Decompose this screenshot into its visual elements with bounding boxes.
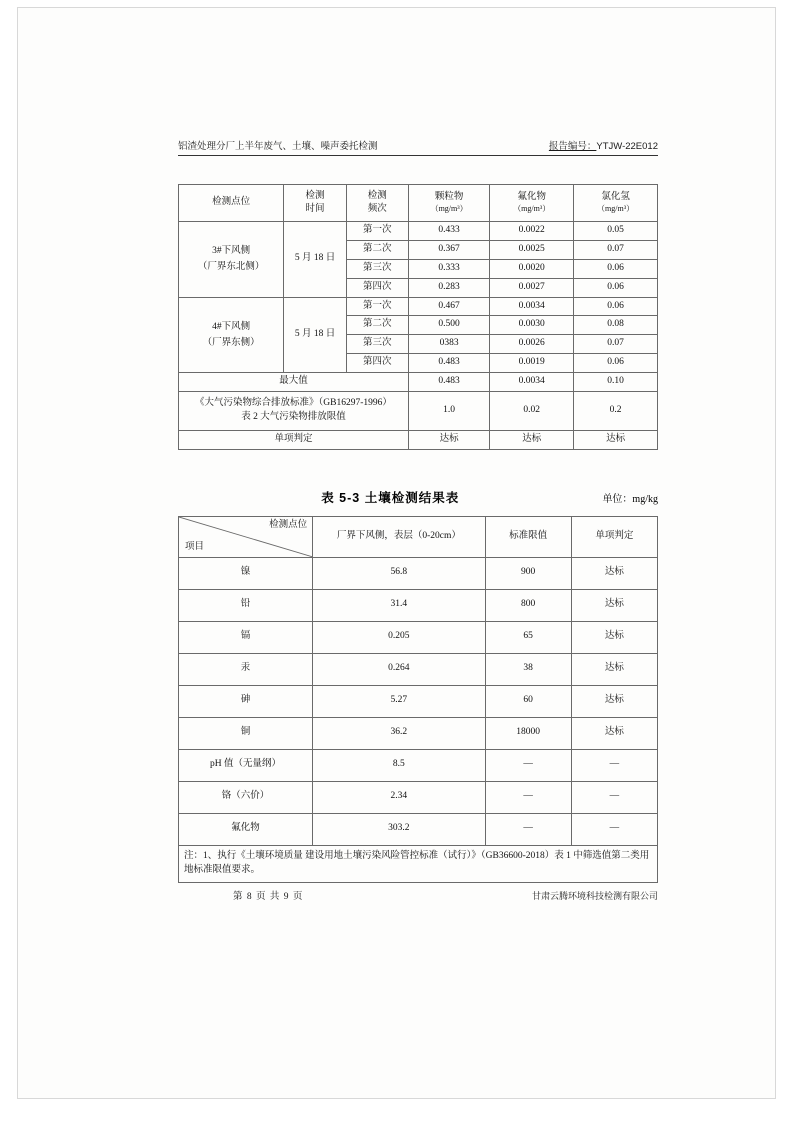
- limit-particulate: 1.0: [408, 391, 489, 430]
- value-hcl: 0.05: [574, 222, 658, 241]
- value-particulate: 0.433: [408, 222, 489, 241]
- value-hcl: 0.06: [574, 297, 658, 316]
- report-number-value: YTJW-22E012: [596, 141, 658, 152]
- judgement-particulate: 达标: [408, 430, 489, 449]
- soil-item-judge: —: [571, 749, 657, 781]
- point-cell-1: [179, 222, 284, 298]
- column-header-time: [284, 185, 346, 222]
- soil-column-limit: 标准限值: [485, 516, 571, 557]
- max-value-particulate: 0.483: [408, 373, 489, 392]
- value-fluoride: 0.0020: [490, 259, 574, 278]
- soil-item-value: 303.2: [313, 813, 485, 845]
- freq-cell: 第二次: [346, 240, 408, 259]
- column-header-hcl: [574, 185, 658, 222]
- standard-limit-row: [179, 391, 658, 430]
- soil-item-judge: 达标: [571, 717, 657, 749]
- document-body: [178, 138, 658, 883]
- report-number-label: 报告编号：: [548, 141, 597, 152]
- soil-item-name: 铜: [179, 717, 313, 749]
- soil-table-note: 注：1、执行《土壤环境质量 建设用地土壤污染风险管控标准（试行）》（GB36600-2018）表 1 中筛选值第二类用地标准限值要求。: [178, 846, 658, 883]
- max-value-label: 最大值: [179, 373, 409, 392]
- table-row: [179, 813, 658, 845]
- soil-item-judge: 达标: [571, 589, 657, 621]
- soil-item-name: 铅: [179, 589, 313, 621]
- value-hcl: 0.07: [574, 240, 658, 259]
- scanned-document: [18, 8, 775, 1098]
- soil-item-name: 氟化物: [179, 813, 313, 845]
- point-desc-2: （厂界东侧）: [202, 337, 260, 348]
- value-hcl: 0.08: [574, 316, 658, 335]
- table-row: [179, 749, 658, 781]
- soil-item-judge: 达标: [571, 557, 657, 589]
- soil-item-judge: 达标: [571, 621, 657, 653]
- soil-column-sample: 厂界下风侧，表层（0-20cm）: [313, 516, 485, 557]
- soil-item-value: 0.205: [313, 621, 485, 653]
- table-row: [179, 685, 658, 717]
- soil-item-judge: 达标: [571, 653, 657, 685]
- column-header-particulate-unit: （mg/m³）: [430, 204, 468, 214]
- soil-item-name: 镍: [179, 557, 313, 589]
- freq-cell: 第一次: [346, 222, 408, 241]
- judgement-row: [179, 430, 658, 449]
- freq-cell: 第三次: [346, 335, 408, 354]
- freq-cell: 第四次: [346, 278, 408, 297]
- freq-cell: 第三次: [346, 259, 408, 278]
- soil-item-limit: —: [485, 781, 571, 813]
- soil-item-value: 56.8: [313, 557, 485, 589]
- soil-table: [178, 516, 658, 846]
- column-header-point: 检测点位: [179, 185, 284, 222]
- document-footer: [178, 888, 658, 902]
- table-row: [179, 717, 658, 749]
- document-header: [178, 138, 658, 156]
- column-header-particulate-name: 颗粒物: [434, 192, 464, 203]
- column-header-freq-l1: 检测: [367, 191, 387, 202]
- soil-item-name: 镉: [179, 621, 313, 653]
- value-fluoride: 0.0019: [490, 354, 574, 373]
- judgement-label: 单项判定: [179, 430, 409, 449]
- organization-name: 甘肃云腾环境科技检测有限公司: [531, 891, 658, 901]
- soil-item-limit: 900: [485, 557, 571, 589]
- value-particulate: 0.483: [408, 354, 489, 373]
- soil-table-title: 表 5-3 土壤检测结果表: [321, 490, 460, 505]
- value-hcl: 0.06: [574, 354, 658, 373]
- soil-item-name: 砷: [179, 685, 313, 717]
- value-particulate: 0383: [408, 335, 489, 354]
- value-fluoride: 0.0030: [490, 316, 574, 335]
- max-value-fluoride: 0.0034: [490, 373, 574, 392]
- table-row: [179, 222, 658, 241]
- table-row: [179, 621, 658, 653]
- soil-item-judge: —: [571, 781, 657, 813]
- column-header-frequency: [346, 185, 408, 222]
- table-row: [179, 781, 658, 813]
- value-hcl: 0.06: [574, 259, 658, 278]
- value-fluoride: 0.0025: [490, 240, 574, 259]
- soil-item-limit: 18000: [485, 717, 571, 749]
- soil-item-value: 5.27: [313, 685, 485, 717]
- column-header-freq-l2: 频次: [367, 204, 387, 214]
- point-desc-1: （厂界东北侧）: [197, 262, 265, 273]
- max-value-row: [179, 373, 658, 392]
- soil-item-value: 36.2: [313, 717, 485, 749]
- table-row: [179, 589, 658, 621]
- value-hcl: 0.07: [574, 335, 658, 354]
- point-cell-2: [179, 297, 284, 373]
- soil-item-judge: —: [571, 813, 657, 845]
- column-header-hcl-name: 氯化氢: [601, 192, 630, 203]
- soil-table-unit: 单位：mg/kg: [602, 493, 658, 505]
- soil-item-name: 铬（六价）: [179, 781, 313, 813]
- value-particulate: 0.283: [408, 278, 489, 297]
- point-name-2: 4#下风侧: [212, 321, 251, 332]
- soil-item-name: 汞: [179, 653, 313, 685]
- soil-column-judge: 单项判定: [571, 516, 657, 557]
- table-row: [179, 297, 658, 316]
- value-fluoride: 0.0026: [490, 335, 574, 354]
- table-row: [179, 653, 658, 685]
- corner-top-label: 检测点位: [269, 519, 308, 530]
- soil-item-judge: 达标: [571, 685, 657, 717]
- soil-item-limit: —: [485, 749, 571, 781]
- limit-hcl: 0.2: [574, 391, 658, 430]
- header-title: 铝渣处理分厂上半年废气、土壤、噪声委托检测: [178, 141, 378, 152]
- standard-name: 《大气污染物综合排放标准》（GB16297-1996）: [195, 398, 392, 409]
- point-name-1: 3#下风侧: [212, 246, 251, 257]
- limit-fluoride: 0.02: [490, 391, 574, 430]
- soil-item-limit: 800: [485, 589, 571, 621]
- soil-item-value: 8.5: [313, 749, 485, 781]
- judgement-fluoride: 达标: [490, 430, 574, 449]
- column-header-fluoride-name: 氟化物: [517, 192, 546, 203]
- soil-item-name: pH 值（无量纲）: [179, 749, 313, 781]
- freq-cell: 第四次: [346, 354, 408, 373]
- max-value-hcl: 0.10: [574, 373, 658, 392]
- table-row: [179, 557, 658, 589]
- column-header-time-l2: 时间: [305, 204, 325, 214]
- freq-cell: 第二次: [346, 316, 408, 335]
- standard-limit-label: [179, 391, 409, 430]
- soil-table-caption: [178, 488, 658, 506]
- corner-bottom-label: 项目: [185, 541, 205, 552]
- value-fluoride: 0.0022: [490, 222, 574, 241]
- value-fluoride: 0.0034: [490, 297, 574, 316]
- value-particulate: 0.333: [408, 259, 489, 278]
- soil-item-value: 31.4: [313, 589, 485, 621]
- column-header-hcl-unit: （mg/m³）: [597, 204, 635, 214]
- standard-table-ref: 表 2 大气污染物排放限值: [241, 411, 346, 422]
- value-particulate: 0.500: [408, 316, 489, 335]
- soil-item-limit: 60: [485, 685, 571, 717]
- value-particulate: 0.467: [408, 297, 489, 316]
- column-header-fluoride: [490, 185, 574, 222]
- soil-header-row: [179, 516, 658, 557]
- soil-item-value: 0.264: [313, 653, 485, 685]
- report-number-group: [549, 138, 658, 152]
- value-hcl: 0.06: [574, 278, 658, 297]
- corner-split-cell: [179, 516, 313, 557]
- column-header-time-l1: 检测: [305, 191, 325, 202]
- value-fluoride: 0.0027: [490, 278, 574, 297]
- freq-cell: 第一次: [346, 297, 408, 316]
- page-number: 第 8 页 共 9 页: [233, 892, 304, 902]
- column-header-fluoride-unit: （mg/m³）: [513, 204, 551, 214]
- column-header-particulate: [408, 185, 489, 222]
- soil-item-limit: 38: [485, 653, 571, 685]
- exhaust-gas-table: [178, 184, 658, 450]
- time-cell-2: 5 月 18 日: [284, 297, 346, 373]
- judgement-hcl: 达标: [574, 430, 658, 449]
- table-header-row: [179, 185, 658, 222]
- soil-item-value: 2.34: [313, 781, 485, 813]
- value-particulate: 0.367: [408, 240, 489, 259]
- time-cell-1: 5 月 18 日: [284, 222, 346, 298]
- soil-item-limit: 65: [485, 621, 571, 653]
- soil-item-limit: —: [485, 813, 571, 845]
